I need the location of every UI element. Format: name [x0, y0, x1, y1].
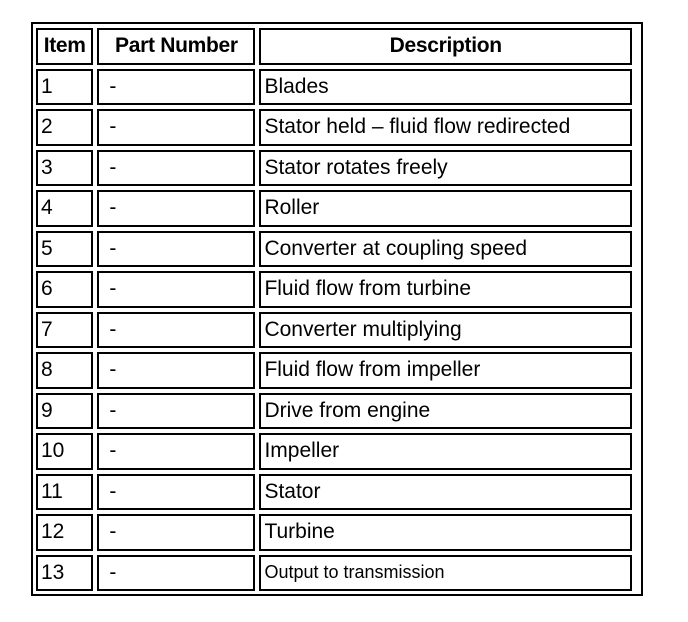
description-cell: Roller — [259, 190, 632, 227]
part-number-cell: - — [97, 433, 255, 470]
part-number-cell: - — [97, 231, 255, 268]
item-cell: 8 — [36, 352, 93, 389]
header-part-number: Part Number — [97, 28, 255, 65]
part-number-cell: - — [97, 352, 255, 389]
item-cell: 9 — [36, 393, 93, 430]
description-cell: Impeller — [259, 433, 632, 470]
table-row — [36, 69, 632, 106]
item-cell: 2 — [36, 109, 93, 146]
table-row — [36, 433, 632, 470]
table-row — [36, 352, 632, 389]
part-number-cell: - — [97, 555, 255, 592]
description-cell: Converter at coupling speed — [259, 231, 632, 268]
table-row — [36, 231, 632, 268]
description-cell: Blades — [259, 69, 632, 106]
part-number-cell: - — [97, 271, 255, 308]
part-number-cell: - — [97, 190, 255, 227]
item-cell: 5 — [36, 231, 93, 268]
parts-table-frame — [31, 22, 643, 596]
description-cell: Drive from engine — [259, 393, 632, 430]
item-cell: 7 — [36, 312, 93, 349]
item-cell: 12 — [36, 514, 93, 551]
description-cell: Turbine — [259, 514, 632, 551]
table-row — [36, 109, 632, 146]
part-number-cell: - — [97, 150, 255, 187]
table-row — [36, 271, 632, 308]
description-cell: Fluid flow from turbine — [259, 271, 632, 308]
table-row — [36, 312, 632, 349]
header-description: Description — [259, 28, 632, 65]
description-cell: Stator held – fluid flow redirected — [259, 109, 632, 146]
item-cell: 13 — [36, 555, 93, 592]
parts-table — [32, 24, 636, 595]
part-number-cell: - — [97, 393, 255, 430]
table-row — [36, 514, 632, 551]
description-cell: Converter multiplying — [259, 312, 632, 349]
description-cell: Fluid flow from impeller — [259, 352, 632, 389]
part-number-cell: - — [97, 474, 255, 511]
description-cell: Stator rotates freely — [259, 150, 632, 187]
item-cell: 10 — [36, 433, 93, 470]
item-cell: 3 — [36, 150, 93, 187]
description-cell: Stator — [259, 474, 632, 511]
part-number-cell: - — [97, 514, 255, 551]
part-number-cell: - — [97, 109, 255, 146]
item-cell: 4 — [36, 190, 93, 227]
header-item: Item — [36, 28, 93, 65]
item-cell: 11 — [36, 474, 93, 511]
table-row — [36, 474, 632, 511]
header-row — [36, 28, 632, 65]
item-cell: 1 — [36, 69, 93, 106]
item-cell: 6 — [36, 271, 93, 308]
part-number-cell: - — [97, 69, 255, 106]
part-number-cell: - — [97, 312, 255, 349]
table-row — [36, 555, 632, 592]
table-row — [36, 190, 632, 227]
table-row — [36, 150, 632, 187]
table-row — [36, 393, 632, 430]
description-cell: Output to transmission — [259, 555, 632, 592]
